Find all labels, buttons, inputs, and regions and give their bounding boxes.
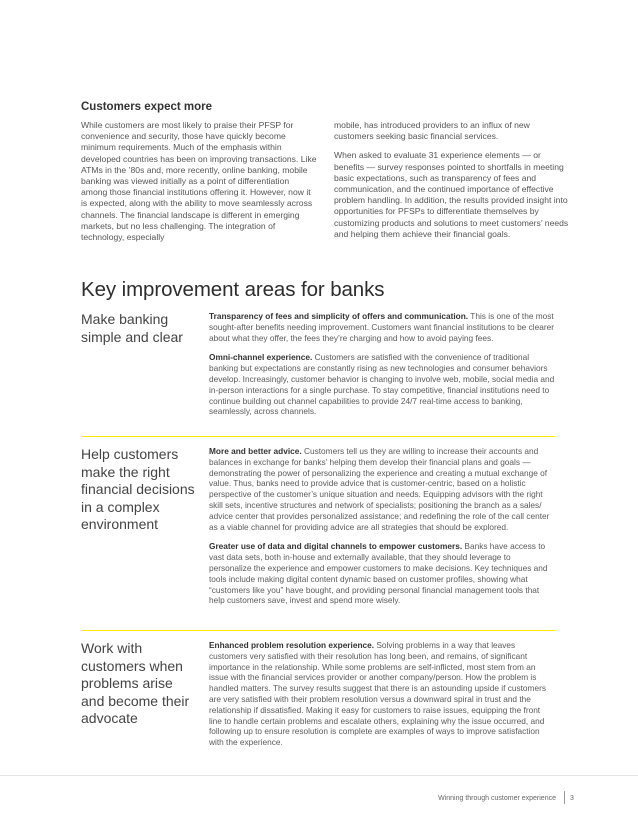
paragraph-text: Customers are satisfied with the convenience of traditional banking but expectations are constantly rising as new technologies and consumer behaviors develop. Increasingly, customer behavior is changing to involve web, mobile, social media and in-person interactions for a single purchase. To stay competitive, financial institutions need to continue building out channel capabilities to provide 24/7 real-time access to banking, seamlessly, across channels. — [209, 352, 555, 417]
paragraph-advice — [209, 446, 555, 532]
section-financial-decisions — [81, 446, 555, 626]
footer-rule — [0, 775, 638, 776]
section-body — [209, 446, 555, 615]
paragraph-text: Banks have access to vast data sets, both in-house and externally available, that they should leverage to personalize the experience and empower customers to make decisions. Key techniques and tools include making digital content dynamic based on customer profiles, showing what “customers like you” have bought, and providing personal financial management tools that help customers save, invest and spend more wisely. — [209, 541, 548, 606]
footer-separator — [564, 791, 565, 804]
section-label: Help customers make the right financial decisions in a complex environment — [81, 446, 195, 532]
paragraph-lead: Enhanced problem resolution experience. — [209, 640, 375, 650]
paragraph-lead: Omni-channel experience. — [209, 352, 313, 363]
intro-heading: Customers expect more — [81, 101, 213, 113]
section-label: Make banking simple and clear — [81, 311, 183, 345]
paragraph-lead: Transparency of fees and simplicity of offers and communication. — [209, 311, 469, 321]
paragraph-data-digital — [209, 541, 555, 606]
intro-left-paragraph: While customers are most likely to praise their PFSP for convenience and security, those have quickly become minimum requirements. Much of the emphasis within developed countries has been on improving transactions. Like ATMs in the ’80s and, more recently, online banking, mobile banking was viewed initially as a point of differentiation among those financial institutions offering it. However, now it is expected, along with the ability to move seamlessly across channels. The financial landscape is different in emerging markets, but no less challenging. The integration of technology, especially — [81, 120, 317, 243]
paragraph-lead: More and better advice. — [209, 446, 302, 456]
footer-title: Winning through customer experience — [438, 795, 556, 802]
section-simple-clear — [81, 311, 555, 431]
paragraph-text: Customers tell us they are willing to increase their accounts and balances in exchange for banks’ helping them develop their financial plans and goals — demonstrating the power of personalizing the experience and creating a mutual exchange of value. Thus, banks need to provide advice that is customer-centric, based on a holistic perspective of the customer’s unique situation and needs. Equipping advisors with the right skill sets, incentive structures and network of specialists; positioning the branch as a sales/ advice center that provides personalized assistance; and redefining the role of the call center as a viable channel for providing advice are all strategies that should be explored. — [209, 446, 550, 532]
intro-right-paragraph-1: mobile, has introduced providers to an influx of new customers seeking basic financial services. — [334, 120, 530, 142]
paragraph-omni-channel — [209, 352, 555, 417]
paragraph-text: This is one of the most sought-after benefits needing improvement. Customers want financial institutions to be clearer about what they offer, the fees they’re charging and how to avoid paying fees. — [209, 311, 554, 343]
paragraph-transparency — [209, 311, 555, 343]
section-label: Work with customers when problems arise and become their advocate — [81, 640, 190, 726]
section-divider — [81, 630, 555, 631]
intro-left-column — [81, 120, 317, 251]
section-divider — [81, 436, 555, 437]
page-number: 3 — [570, 795, 574, 802]
section-body — [209, 640, 555, 757]
intro-right-column — [334, 120, 570, 248]
paragraph-lead: Greater use of data and digital channels to empower customers. — [209, 541, 463, 552]
intro-right-paragraph-2: When asked to evaluate 31 experience elements — or benefits — survey responses pointed to shortfalls in meeting basic expectations, such as transparency of fees and communication, and the continued importance of effective problem handling. In addition, the results provided insight into opportunities for PFSPs to differentiate themselves by customizing products and solutions to meet customers’ needs and helping them achieve their financial goals. — [334, 150, 569, 239]
paragraph-text: Solving problems in a way that leaves customers very satisfied with their resolution has long been, and remains, of significant importance in the relationship. While some problems are self-inflicted, most stem from an issue with the financial services provider or another company/person. How the problem is handled matters. The survey results suggest that there is an astounding upside if customers are very satisfied with their problem resolution versus a downward spiral in trust and the relationship if dissatisfied. Making it easy for customers to raise issues, equipping the front line to handle certain problems and escalate others, explaining why the issue occurred, and following up to ensure resolution is complete are examples of ways to improve satisfaction with the experience. — [209, 640, 546, 748]
paragraph-problem-resolution — [209, 640, 555, 748]
section-body — [209, 311, 555, 426]
section-problem-resolution — [81, 640, 555, 760]
page-title: Key improvement areas for banks — [81, 278, 385, 301]
